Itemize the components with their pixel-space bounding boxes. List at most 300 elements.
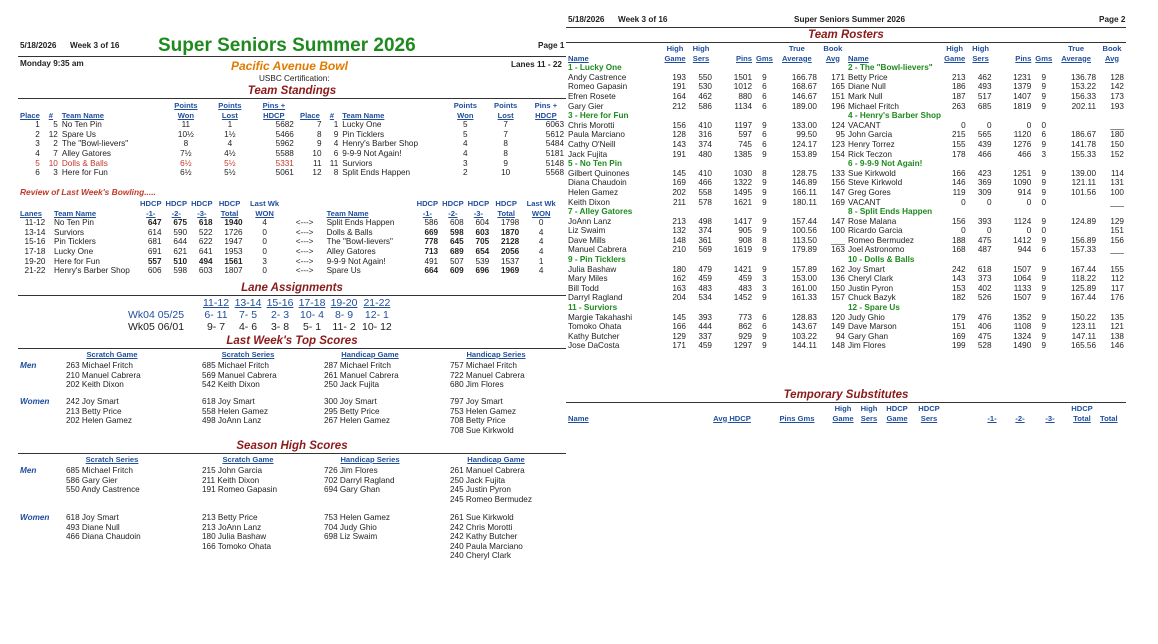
score-entry: 250 Jack Fujita <box>324 380 380 390</box>
roster-row <box>846 322 1126 332</box>
place: 2 <box>35 129 40 139</box>
rosters-left <box>566 44 847 351</box>
pins: 1421 <box>733 264 752 274</box>
standings-row <box>18 120 296 130</box>
high-series: 462 <box>977 72 992 82</box>
pins: 1490 <box>1013 341 1032 351</box>
games: 9 <box>762 341 767 351</box>
book-average: 142 <box>1110 82 1124 92</box>
pins: 1012 <box>733 82 752 92</box>
pins: 862 <box>738 322 752 332</box>
book-average: 193 <box>1110 101 1124 111</box>
won: 3 <box>262 256 267 266</box>
team-name: 9 - Pin Ticklers <box>568 255 626 265</box>
col-pins: Pins <box>735 53 752 63</box>
true-average: 166.11 <box>792 187 817 197</box>
pins: 1322 <box>733 178 752 188</box>
col-hdcp-top: HDCP <box>918 404 940 413</box>
team-name: Surviors <box>54 227 85 237</box>
roster-row <box>846 92 1126 102</box>
high-series: 534 <box>698 293 712 303</box>
score-entry: 498 JoAnn Lanz <box>202 416 262 426</box>
team-number: 12 <box>48 129 58 139</box>
book-average: ___ <box>1110 120 1124 130</box>
lanes: 19-20 <box>24 256 46 266</box>
true-average: 179.89 <box>791 245 817 255</box>
col-high-top: High <box>834 404 852 413</box>
team-number: 2 <box>53 139 58 149</box>
roster-row <box>846 150 1126 160</box>
rosters-title: Team Rosters <box>808 29 884 41</box>
high-game: 202 <box>672 187 686 197</box>
book-average: 147 <box>831 216 845 226</box>
score-entry: 300 Joy Smart <box>324 397 377 406</box>
book-average: 196 <box>831 101 845 111</box>
high-game: 171 <box>672 341 686 351</box>
points-lost: 4½ <box>224 148 236 158</box>
top-scores-title: Last Week's Top Scores <box>226 335 358 347</box>
won: 4 <box>262 218 267 228</box>
book-average: 171 <box>831 72 845 82</box>
high-series: 406 <box>977 322 992 332</box>
games: 9 <box>1041 235 1047 245</box>
score-entry: 466 Diana Chaudoin <box>66 532 141 542</box>
true-average: 124.89 <box>1070 216 1097 226</box>
pins: 1495 <box>733 187 752 197</box>
bowler-name: Dave Marson <box>848 322 897 332</box>
score: 598 <box>449 227 464 237</box>
standings-left <box>18 101 296 178</box>
bowler-name: Bill Todd <box>568 283 599 293</box>
book-average: 131 <box>1110 178 1124 188</box>
col-g3: -3- <box>473 208 484 218</box>
bowler-name: Henry Torrez <box>848 139 895 149</box>
high-game: 0 <box>961 197 966 207</box>
bowler-name: Andy Castrence <box>568 72 627 82</box>
book-average: 148 <box>831 341 845 351</box>
points-lost: 1 <box>227 120 233 130</box>
score: 1561 <box>224 256 243 266</box>
high-series: 475 <box>977 331 992 341</box>
score: 1969 <box>500 266 520 276</box>
true-average: 155.33 <box>1070 149 1097 159</box>
high-series: 479 <box>698 264 712 274</box>
games: 9 <box>1041 341 1047 351</box>
bowler-name: Manuel Cabrera <box>568 245 627 255</box>
score-entry: 680 Jim Flores <box>450 380 504 390</box>
score: 2128 <box>500 237 520 247</box>
pins: 1124 <box>1013 216 1032 226</box>
roster-row <box>846 265 1126 275</box>
high-series: 0 <box>986 120 992 130</box>
points-won: 6½ <box>180 158 192 168</box>
pins: 1819 <box>1013 101 1032 111</box>
team-name: 6 - 9-9-9 Not Again! <box>848 159 923 169</box>
lane-pairing: 3- 8 <box>270 321 290 333</box>
lane-pairing: 10- 4 <box>300 309 324 321</box>
standings-row <box>18 159 296 169</box>
score-entry: 287 Michael Fritch <box>324 361 391 370</box>
pins: 1507 <box>1013 293 1032 303</box>
col-lost: Lost <box>497 110 514 120</box>
games: 9 <box>762 245 767 255</box>
roster-row <box>846 82 1126 92</box>
bowler-name: JoAnn Lanz <box>568 216 612 226</box>
rosters-right <box>846 44 1126 351</box>
lanes: 15-16 <box>24 237 46 247</box>
score-column-header: Handicap Game <box>341 350 399 359</box>
roster-row <box>846 188 1126 198</box>
team-name: Spare Us <box>326 266 361 276</box>
score-entry: 753 Helen Gamez <box>450 406 516 416</box>
score: 641 <box>198 246 213 256</box>
team-name: Henry's Barber Shop <box>342 139 419 149</box>
high-series: 466 <box>698 178 712 188</box>
col-gms: Gms <box>756 53 773 63</box>
high-game: 182 <box>951 293 966 303</box>
won: 4 <box>538 246 544 256</box>
versus-arrow: <---> <box>295 266 314 276</box>
team-name: Split Ends Happen <box>342 168 411 178</box>
score-entry: 558 Helen Gamez <box>202 406 268 416</box>
high-game: 168 <box>951 245 966 255</box>
games: 6 <box>762 139 767 149</box>
bowler-name: Julia Bashaw <box>568 264 617 274</box>
bowler-name: Liz Swaim <box>568 226 606 236</box>
col-hdcp: HDCP <box>263 110 285 120</box>
col-won: WON <box>531 208 551 218</box>
high-series: 374 <box>698 226 712 236</box>
bowler-name: Dave Mills <box>568 235 606 245</box>
games: 6 <box>762 322 767 332</box>
high-game: 145 <box>672 312 686 322</box>
score: 590 <box>173 227 188 237</box>
score-entry: 586 Gary Gier <box>66 475 118 485</box>
col-lastwk: Last Wk <box>250 199 280 208</box>
pins: 466 <box>1017 149 1032 159</box>
score: 675 <box>173 218 188 228</box>
lane-pairing: 6- 11 <box>204 309 228 321</box>
pins: 1324 <box>1013 331 1032 341</box>
review-table <box>18 199 561 276</box>
roster-row <box>566 178 847 188</box>
true-average: 136.78 <box>1070 72 1097 82</box>
roster-row <box>846 102 1126 112</box>
col-team: Team Name <box>342 110 385 120</box>
score-entry: 702 Darryl Ragland <box>324 475 395 485</box>
score: 598 <box>173 266 188 276</box>
pins: 1090 <box>1013 178 1032 188</box>
team-name: Dolls & Balls <box>61 158 108 168</box>
standings-row <box>298 159 566 169</box>
col-name: Name <box>568 53 589 63</box>
page-number: Page 1 <box>538 41 565 50</box>
high-game: 204 <box>672 293 686 303</box>
high-game: 210 <box>672 245 686 255</box>
true-average: 153.22 <box>1070 82 1097 92</box>
team-name: Lucky One <box>54 246 94 256</box>
lane-assignments <box>126 297 394 333</box>
team-name: Here for Fun <box>54 256 100 266</box>
points-lost-top: Points <box>494 101 518 110</box>
high-game: 191 <box>672 82 686 92</box>
roster-row <box>566 73 847 83</box>
col-avg-hdcp: Avg HDCP <box>713 413 751 423</box>
roster-row <box>846 332 1126 342</box>
games: 9 <box>1041 264 1047 274</box>
games: 9 <box>762 216 767 226</box>
bowler-name: Romeo Gapasin <box>568 82 628 92</box>
lanes: 11-12 <box>24 218 46 228</box>
col-hdcp: HDCP <box>165 199 188 208</box>
book-average: 129 <box>1110 216 1124 226</box>
bowler-name: Jack Fujita <box>568 149 608 159</box>
bowler-name: Efren Rosete <box>568 91 616 101</box>
pins: 1297 <box>733 341 752 351</box>
bowler-name: Ricardo Garcia <box>848 226 903 236</box>
high-series: 0 <box>986 197 992 207</box>
true-average: 139.00 <box>1070 168 1097 178</box>
true-average: 147.11 <box>1071 331 1097 341</box>
place: 6 <box>35 168 40 178</box>
score-column-header: Handicap Series <box>466 350 526 359</box>
score-entry: 250 Jack Fujita <box>450 475 506 485</box>
true-average: 168.67 <box>791 82 817 92</box>
pins: 0 <box>1026 197 1032 207</box>
score: 669 <box>424 227 439 237</box>
pins-hdcp: 5148 <box>545 158 564 168</box>
won: 0 <box>262 246 267 256</box>
book-average: 156 <box>1110 235 1124 245</box>
col-name: Name <box>848 53 869 63</box>
true-average: 156.89 <box>1070 235 1097 245</box>
score-entry: 753 Helen Gamez <box>324 513 390 522</box>
col-place: Place <box>300 110 320 120</box>
book-average: 176 <box>1110 293 1124 303</box>
high-game: 163 <box>672 283 686 293</box>
team-name: 9-9-9 Not Again! <box>342 148 402 158</box>
lanes: 17-18 <box>24 246 46 256</box>
roster-row <box>846 313 1126 323</box>
roster-row <box>846 121 1126 131</box>
book-average: 100 <box>1110 187 1124 197</box>
book-average: 154 <box>831 149 845 159</box>
score-entry: 295 Betty Price <box>324 406 380 416</box>
high-series: 373 <box>977 274 992 284</box>
high-game: 166 <box>951 168 966 178</box>
roster-row <box>846 341 1126 351</box>
score-column-header: Scratch Series <box>221 350 275 359</box>
high-game: 213 <box>951 72 966 82</box>
roster-row <box>846 130 1126 140</box>
true-average: 141.78 <box>1070 139 1097 149</box>
col-g1: -1- <box>987 413 997 423</box>
high-series: 586 <box>698 101 712 111</box>
book-average: ___ <box>1110 197 1124 207</box>
won: 1 <box>538 256 544 266</box>
pins: 597 <box>738 130 752 140</box>
pins-hdcp: 5484 <box>545 139 564 149</box>
team-name: 4 - Henry's Barber Shop <box>848 111 941 121</box>
book-average: 147 <box>831 187 845 197</box>
col-g1: -1- <box>422 208 432 218</box>
true-average: 153.00 <box>791 274 817 284</box>
team-name: 3 - Here for Fun <box>568 111 629 121</box>
standings-row <box>298 130 566 140</box>
col-g2: -2- <box>171 208 181 218</box>
won: 0 <box>262 266 267 276</box>
high-series: 569 <box>698 245 712 255</box>
team-number: 11 <box>329 158 339 168</box>
bowler-name: Margie Takahashi <box>568 312 633 322</box>
team-number: 10 <box>48 158 58 168</box>
team-name: Alley Gatores <box>61 148 112 158</box>
high-game: 242 <box>951 264 966 274</box>
col-high-top: High <box>666 44 684 53</box>
col-high-top: High <box>946 44 964 53</box>
book-average: 95 <box>835 130 845 140</box>
points-lost: 4 <box>227 139 233 149</box>
review-row <box>18 237 561 247</box>
subs-table <box>566 404 1120 423</box>
score-entry: 708 Sue Kirkwold <box>450 425 514 435</box>
pins: 1417 <box>733 216 752 226</box>
score: 691 <box>147 246 162 256</box>
won: 4 <box>538 227 544 237</box>
points-lost: 5½ <box>224 168 236 178</box>
roster-row <box>566 130 847 140</box>
standings-right <box>298 101 566 178</box>
games: 9 <box>762 187 767 197</box>
points-lost-top: Points <box>218 101 242 110</box>
versus-arrow: <---> <box>295 237 314 247</box>
book-average: 150 <box>831 283 845 293</box>
review-row <box>18 247 561 257</box>
true-average: 157.44 <box>791 216 817 226</box>
high-series: 685 <box>977 101 992 111</box>
high-series: 550 <box>698 72 712 82</box>
roster-row <box>566 121 847 131</box>
versus-arrow: <---> <box>295 246 314 256</box>
high-series: 565 <box>977 130 992 140</box>
high-game: 162 <box>672 274 686 284</box>
games: 6 <box>1041 130 1047 140</box>
high-series: 578 <box>698 197 712 207</box>
bowler-name: VACANT <box>848 197 881 207</box>
games: 9 <box>1041 168 1047 178</box>
score: 1726 <box>224 227 243 237</box>
pins-hdcp: 5181 <box>545 148 564 158</box>
score-entry: 685 Michael Fritch <box>202 361 269 370</box>
bowler-name: Diana Chaudoin <box>568 178 627 188</box>
col-game: Game <box>832 413 854 423</box>
score-entry: 757 Michael Fritch <box>450 361 517 370</box>
true-average: 99.50 <box>796 130 817 140</box>
score: 689 <box>449 246 464 256</box>
true-average <box>1054 121 1098 131</box>
high-game: 164 <box>672 91 686 101</box>
high-game: 0 <box>961 120 966 130</box>
roster-row <box>846 226 1126 236</box>
score: 606 <box>147 266 162 276</box>
lane-pair-header: 17-18 <box>298 297 326 309</box>
score-column-header: Scratch Series <box>85 455 139 464</box>
team-name: Lucky One <box>342 120 382 130</box>
col-high-top: High <box>692 44 710 53</box>
high-game: 187 <box>951 91 966 101</box>
bowler-name: Keith Dixon <box>568 197 610 207</box>
points-lost: 8 <box>503 139 508 149</box>
roster-row <box>566 265 847 275</box>
pins-hdcp: 5612 <box>545 129 564 139</box>
pins: 1134 <box>734 101 752 111</box>
score: 604 <box>475 218 490 228</box>
true-average: 100.56 <box>791 226 817 236</box>
roster-row <box>566 188 847 198</box>
score: 713 <box>424 246 439 256</box>
roster-row <box>566 169 847 179</box>
col-lastwk: Last Wk <box>526 199 556 208</box>
score: 510 <box>173 256 188 266</box>
gender-label: Women <box>20 397 50 406</box>
team-number: 1 <box>333 120 339 130</box>
roster-row <box>566 274 847 284</box>
score: 654 <box>475 246 490 256</box>
book-average: 157 <box>831 293 845 303</box>
score-entry: 245 Justin Pyron <box>450 485 511 495</box>
high-series: 558 <box>698 187 712 197</box>
lane-assignments-title: Lane Assignments <box>241 282 343 294</box>
gender-label: Women <box>20 513 50 522</box>
points-won: 11 <box>181 120 191 130</box>
book-average: 136 <box>831 274 845 284</box>
week-label: Wk04 05/25 <box>128 309 185 321</box>
roster-row <box>566 82 847 92</box>
team-number: 7 <box>53 148 58 158</box>
pins: 745 <box>738 139 752 149</box>
games: 0 <box>1041 226 1047 236</box>
col-hdcp: HDCP <box>495 199 517 208</box>
book-average: ___ <box>831 235 845 245</box>
games: 3 <box>1041 149 1047 159</box>
score-entry: 797 Joy Smart <box>450 397 503 406</box>
book-average: 120 <box>831 312 845 322</box>
points-won: 7½ <box>180 148 192 158</box>
lane-week-row <box>126 309 394 321</box>
bowler-name: Chuck Bazyk <box>848 293 896 303</box>
high-series: 316 <box>698 130 712 140</box>
pins: 1379 <box>1013 82 1032 92</box>
pins: 0 <box>1026 120 1032 130</box>
team-name: Spare Us <box>61 129 96 139</box>
col-g2: -2- <box>448 208 458 218</box>
bowler-name: Tomoko Ohata <box>568 322 622 332</box>
high-series: 618 <box>977 264 992 274</box>
score: 609 <box>449 266 464 276</box>
bowler-name: Justin Pyron <box>848 283 894 293</box>
high-game: 129 <box>672 331 686 341</box>
score: 1807 <box>224 266 243 276</box>
high-series: 361 <box>698 235 712 245</box>
place: 4 <box>35 148 40 158</box>
high-series: 410 <box>698 120 712 130</box>
score: 664 <box>424 266 439 276</box>
team-name: Dolls & Balls <box>326 227 373 237</box>
points-won: 5 <box>463 120 468 130</box>
team-number: 5 <box>53 120 58 130</box>
place: 8 <box>316 129 322 139</box>
score-entry: 722 Manuel Cabrera <box>450 370 525 380</box>
